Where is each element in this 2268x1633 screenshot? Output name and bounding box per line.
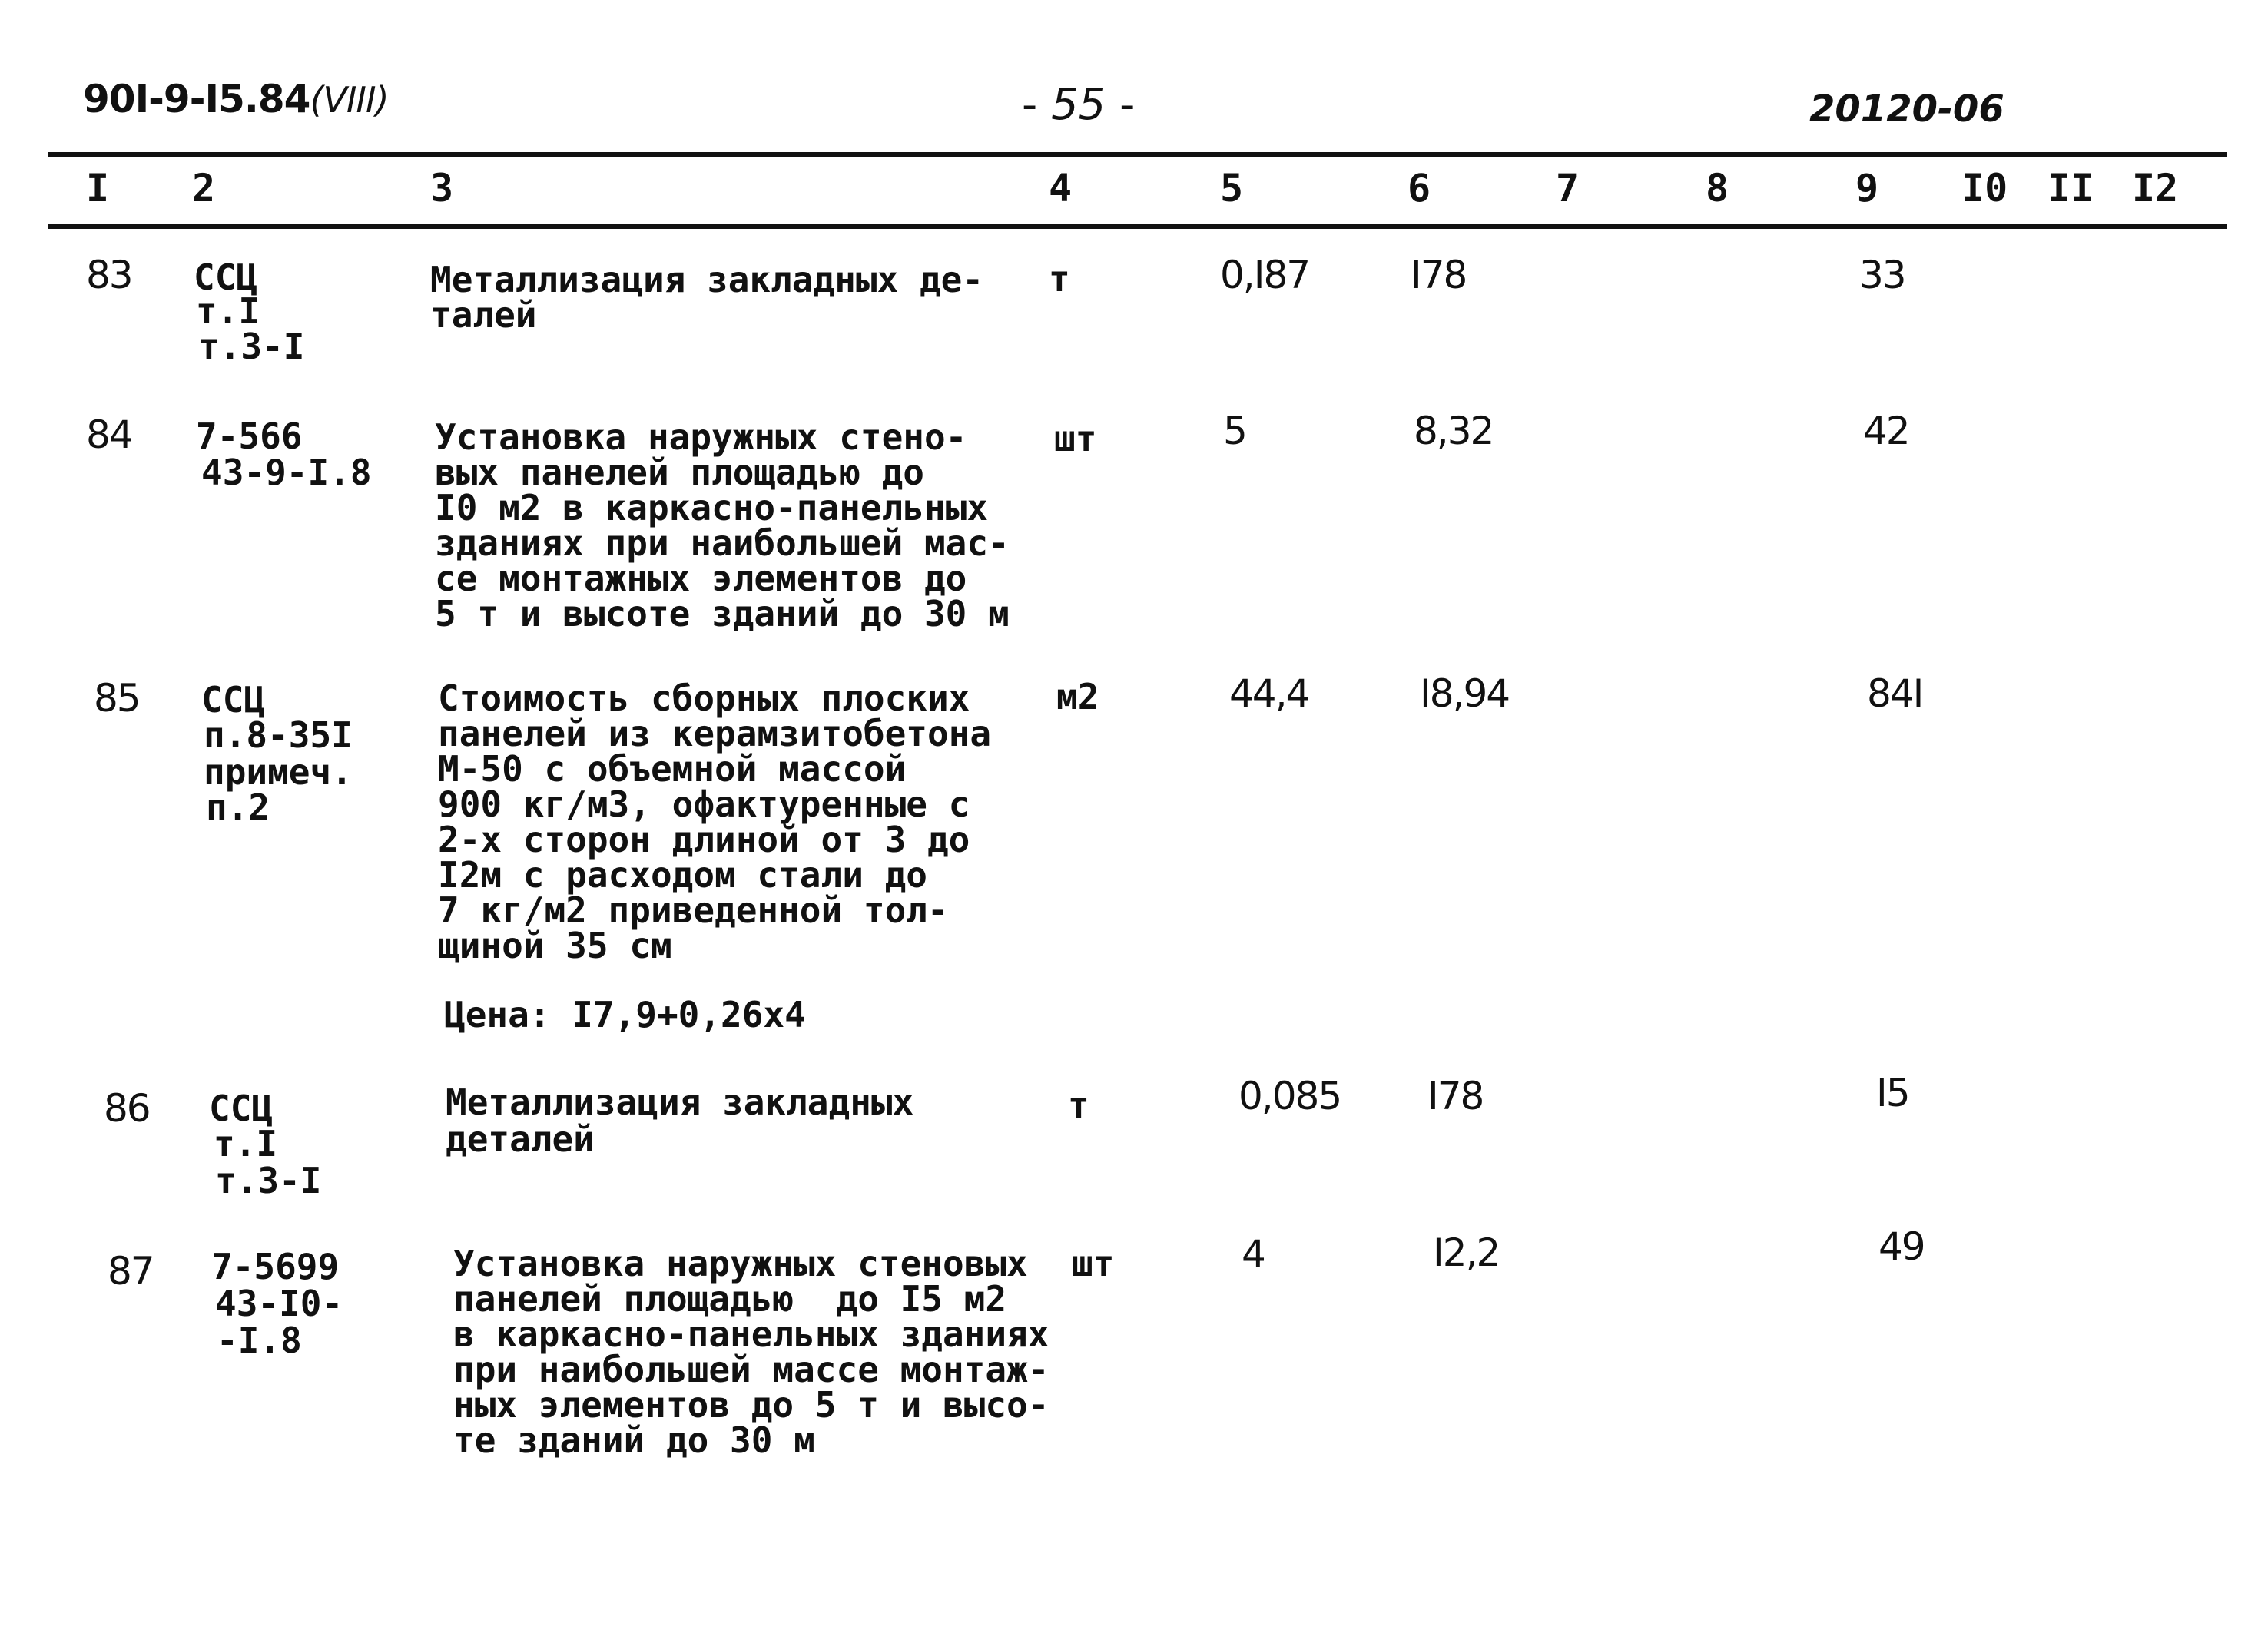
code-line: т.3-I: [198, 326, 305, 367]
code-line: т.I: [196, 290, 260, 332]
column-header-10: I0: [1961, 166, 2008, 210]
description-line: 7 кг/м2 приведенной тол-: [438, 889, 949, 931]
description-line: талей: [430, 294, 537, 336]
page-number-dash-right: -: [1119, 80, 1136, 130]
description-line: 5 т и высоте зданий до 30 м: [435, 593, 1010, 634]
column-header-9: 9: [1855, 166, 1879, 210]
page-number-dash-left: -: [1022, 80, 1038, 130]
description-line: ных элементов до 5 т и высо-: [453, 1384, 1049, 1426]
unit-price: I78: [1411, 253, 1467, 297]
description-line: Стоимость сборных плоских: [438, 677, 970, 719]
description-line: се монтажных элементов до: [435, 558, 967, 599]
table-header-rule: [48, 224, 2227, 229]
unit: шт: [1072, 1243, 1115, 1284]
description-line: 900 кг/м3, офактуренные с: [438, 783, 970, 825]
unit: м2: [1056, 676, 1099, 717]
unit: т: [1068, 1085, 1089, 1126]
column-header-2: 2: [192, 166, 216, 210]
row-number: 85: [94, 676, 140, 720]
description-line: панелей площадью до I5 м2: [453, 1278, 1007, 1320]
description-line: панелей из керамзитобетона: [438, 713, 992, 754]
column-header-8: 8: [1706, 166, 1729, 210]
code-line: т.3-I: [215, 1160, 322, 1201]
code-line: ССЦ: [201, 679, 266, 720]
description-line: I2м с расходом стали до: [438, 854, 927, 896]
description-line: зданиях при наибольшей мас-: [435, 522, 1010, 564]
table-top-rule: [48, 152, 2227, 157]
quantity: 4: [1242, 1232, 1265, 1277]
quantity: 0,I87: [1220, 253, 1310, 297]
unit-price: I8,94: [1420, 671, 1510, 716]
price-note: Цена: I7,9+0,26х4: [444, 994, 806, 1035]
column-header-4: 4: [1049, 166, 1073, 210]
unit-price: 8,32: [1414, 409, 1494, 453]
quantity: 0,085: [1238, 1074, 1341, 1118]
unit: шт: [1054, 418, 1097, 459]
total-cost: 42: [1863, 409, 1909, 453]
code-line: -I.8: [217, 1320, 302, 1361]
code-line: 7-566: [196, 416, 303, 457]
total-cost: 84I: [1867, 671, 1923, 716]
code-line: ССЦ: [194, 257, 258, 298]
description-line: Металлизация закладных: [446, 1081, 914, 1123]
column-header-11: II: [2048, 166, 2094, 210]
column-header-3: 3: [430, 166, 454, 210]
code-line: п.8-35I: [204, 714, 353, 756]
page-number-value: 55: [1051, 80, 1106, 130]
description-line: I0 м2 в каркасно-панельных: [435, 487, 989, 528]
description-line: деталей: [446, 1118, 595, 1160]
description-line: 2-х сторон длиной от 3 до: [438, 819, 970, 860]
total-cost: 33: [1859, 253, 1905, 297]
column-header-1: I: [86, 166, 110, 210]
quantity: 44,4: [1229, 671, 1309, 716]
total-cost: 49: [1878, 1224, 1925, 1269]
quantity: 5: [1223, 409, 1246, 453]
description-line: в каркасно-панельных зданиях: [453, 1313, 1049, 1355]
code-line: 43-9-I.8: [201, 452, 372, 493]
row-number: 87: [108, 1249, 154, 1293]
row-number: 84: [86, 412, 132, 457]
description-line: вых панелей площадью до: [435, 452, 924, 493]
row-number: 86: [104, 1086, 150, 1131]
code-line: 43-I0-: [215, 1283, 343, 1324]
unit-price: I78: [1427, 1074, 1484, 1118]
code-line: п.2: [206, 787, 270, 828]
description-line: при наибольшей массе монтаж-: [453, 1349, 1049, 1390]
column-header-7: 7: [1556, 166, 1580, 210]
description-line: Установка наружных стено-: [435, 416, 967, 458]
column-header-5: 5: [1220, 166, 1244, 210]
description-line: щиной 35 см: [438, 925, 672, 966]
document-code: [83, 77, 389, 121]
description-line: М-50 с объемной массой: [438, 748, 907, 790]
page-number: [1022, 80, 1135, 130]
description-line: Металлизация закладных де-: [430, 259, 984, 300]
description-line: Установка наружных стеновых: [453, 1243, 1028, 1284]
column-header-6: 6: [1408, 166, 1431, 210]
description-line: те зданий до 30 м: [453, 1419, 815, 1461]
unit-price: I2,2: [1433, 1231, 1500, 1275]
document-code-suffix: (VIII): [310, 79, 389, 121]
row-number: 83: [86, 253, 132, 297]
sheet-code: 20120-06: [1809, 88, 2004, 131]
column-header-12: I2: [2132, 166, 2179, 210]
code-line: т.I: [214, 1123, 278, 1164]
code-line: ССЦ: [209, 1088, 274, 1129]
unit: т: [1049, 258, 1070, 300]
code-line: 7-5699: [211, 1246, 340, 1287]
total-cost: I5: [1876, 1071, 1909, 1115]
code-line: примеч.: [204, 751, 353, 793]
document-code-main: 90I-9-I5.84: [83, 77, 310, 121]
